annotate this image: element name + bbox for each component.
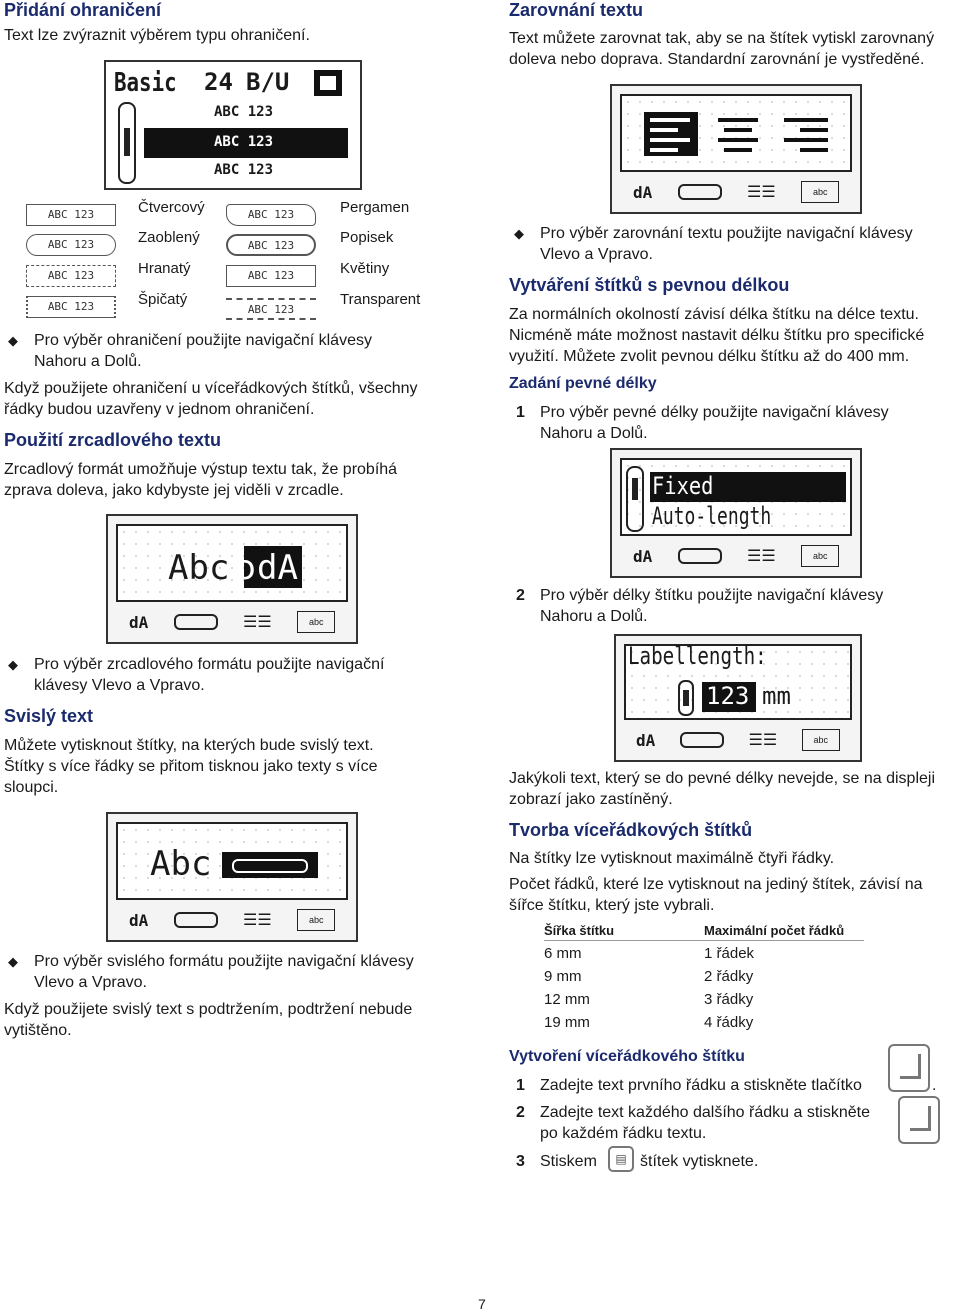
vertical-bullet-l1: Pro výběr svislého formátu použijte navigační klávesy (34, 953, 414, 970)
lcd-vertical-selected (222, 852, 318, 878)
lcd-border-screen (104, 60, 362, 190)
vertical-icon (680, 732, 724, 748)
border-label-angular: Hranatý (138, 260, 191, 277)
lcd-icon-bar (116, 906, 348, 934)
lcd-length-spinner (678, 680, 694, 716)
multiline-step3-a: Stiskem (540, 1153, 597, 1170)
lcd-option-auto: Auto-length (652, 502, 772, 530)
mirror-text-l1: Zrcadlový formát umožňuje výstup textu tak, že probíhá (4, 461, 398, 478)
lcd-align-screen (610, 84, 862, 214)
border-sample-pointed: ABC 123 (26, 296, 116, 318)
table-cell: 19 mm (544, 1014, 590, 1031)
lcd-display-area (116, 524, 348, 602)
lcd-icon-bar (620, 542, 852, 570)
lcd-length-unit: mm (762, 682, 791, 710)
border-note-l1: Když použijete ohraničení u víceřádkových štítků, všechny (4, 380, 418, 397)
subsection-fixed-length: Zadání pevné délky (509, 375, 657, 392)
fixed-step2-l2: Nahoru a Dolů. (540, 608, 648, 625)
align-left-selected (644, 112, 698, 156)
table-cell: 4 řádky (704, 1014, 754, 1031)
lcd-frame-icon (314, 70, 342, 96)
mirror-icon: Ab (632, 182, 653, 202)
lcd-size-label: 24 (204, 68, 233, 96)
lcd-option-fixed: Fixed (652, 472, 714, 500)
multiline-text1: Na štítky lze vytisknout maximálně čtyři řádky. (509, 850, 835, 867)
align-icon: ☰☰ (243, 614, 272, 631)
step-number: 2 (516, 1104, 525, 1121)
align-bullet-l2: Vlevo a Vpravo. (540, 246, 653, 263)
lcd-scrollbar (626, 466, 644, 532)
vertical-note-l1: Když použijete svislý text s podtržením, podtržení nebude (4, 1001, 413, 1018)
table-header-width: Šířka štítku (544, 923, 615, 938)
bullet-diamond-icon: ◆ (8, 657, 18, 672)
enter-key-icon (888, 1044, 930, 1092)
lcd-mirror-screen (106, 514, 358, 644)
step-number: 1 (516, 1077, 525, 1094)
border-sample-transparent: ABC 123 (226, 298, 316, 320)
border-sample-square: ABC 123 (26, 204, 116, 226)
multiline-step1: Zadejte text prvního řádku a stiskněte tlačítko (540, 1077, 862, 1094)
border-label-rounded: Zaoblený (138, 229, 200, 246)
bullet-diamond-icon: ◆ (8, 954, 18, 969)
multiline-step1-end: . (932, 1077, 937, 1094)
page-number: 7 (478, 1296, 486, 1312)
lcd-scrollbar (118, 102, 136, 184)
abc-icon: abc (297, 909, 335, 931)
border-label-transparent: Transparent (340, 291, 421, 308)
section-title-multiline: Tvorba víceřádkových štítků (509, 820, 753, 840)
multiline-text2-l1: Počet řádků, které lze vytisknout na jediný štítek, závisí na (509, 876, 923, 893)
table-cell: 2 řádky (704, 968, 754, 985)
mirror-bullet-l2: klávesy Vlevo a Vpravo. (34, 677, 205, 694)
fixed-text-l2: Nicméně máte možnost nastavit délku štítku pro specifické (509, 327, 925, 344)
align-text-l2: doleva nebo doprava. Standardní zarovnání je vystředěné. (509, 51, 925, 68)
border-note-l2: řádky budou uzavřeny v jednom ohraničení. (4, 401, 315, 418)
vertical-icon (174, 912, 218, 928)
mirror-icon: Ab (128, 612, 149, 632)
multiline-step2-l2: po každém řádku textu. (540, 1125, 707, 1142)
vertical-note-l2: vytištěno. (4, 1022, 72, 1039)
mirror-icon: Ab (632, 546, 653, 566)
section-title-vertical: Svislý text (4, 706, 94, 726)
border-label-flowers: Květiny (340, 260, 390, 277)
lcd-length-value: 123 (706, 682, 750, 710)
lcd-sample-3: ABC 123 (214, 162, 274, 178)
bullet-diamond-icon: ◆ (8, 333, 18, 348)
step-number: 3 (516, 1153, 525, 1170)
mirror-icon: Ab (636, 730, 656, 750)
align-icon: ☰☰ (243, 912, 272, 929)
table-cell: 1 řádek (704, 945, 755, 962)
align-right-icon (784, 116, 828, 156)
vertical-icon (678, 548, 722, 564)
section-title-mirror: Použití zrcadlového textu (4, 430, 222, 450)
table-cell: 9 mm (544, 968, 582, 985)
border-intro: Text lze zvýraznit výběrem typu ohraničení. (4, 27, 310, 44)
lcd-font-label: Basic (114, 68, 177, 98)
vertical-text-l2: Štítky s více řádky se přitom tisknou jako texty s více (4, 758, 378, 775)
border-sample-flowers: ABC 123 (226, 265, 316, 287)
lcd-length-label: Labellength: (628, 642, 767, 670)
fixed-step1-l1: Pro výběr pevné délky použijte navigační klávesy (540, 404, 889, 421)
border-sample-rounded: ABC 123 (26, 234, 116, 256)
vertical-bullet-l2: Vlevo a Vpravo. (34, 974, 147, 991)
lcd-vertical-text: Abc (150, 844, 212, 884)
fixed-step1-l2: Nahoru a Dolů. (540, 425, 648, 442)
border-sample-scroll: ABC 123 (226, 204, 316, 226)
border-sample-caption: ABC 123 (226, 234, 316, 256)
section-title-border: Přidání ohraničení (4, 0, 162, 20)
mirror-bullet-l1: Pro výběr zrcadlového formátu použijte navigační (34, 656, 385, 673)
lcd-fixed-screen (610, 448, 862, 578)
align-bullet-l1: Pro výběr zarovnání textu použijte navigační klávesy (540, 225, 913, 242)
multiline-step3-b: štítek vytisknete. (640, 1153, 759, 1170)
table-header-rule (544, 940, 864, 941)
border-label-pointed: Špičatý (138, 291, 188, 308)
table-cell: 6 mm (544, 945, 582, 962)
lcd-length-screen (614, 634, 862, 762)
section-title-fixed: Vytváření štítků s pevnou délkou (509, 275, 790, 295)
align-icon: ☰☰ (748, 732, 778, 749)
fixed-text-l3: využití. Můžete zvolit pevnou délku štítku až do 400 mm. (509, 348, 910, 365)
fixed-note-l1: Jakýkoli text, který se do pevné délky nevejde, se na displeji (509, 770, 936, 787)
border-bullet-l1: Pro výběr ohraničení použijte navigační klávesy (34, 332, 372, 349)
vertical-icon (174, 614, 218, 630)
border-sample-angular: ABC 123 (26, 265, 116, 287)
border-label-square: Čtvercový (138, 199, 205, 216)
table-header-lines: Maximální počet řádků (704, 923, 845, 938)
lcd-sample-1: ABC 123 (214, 104, 274, 120)
mirror-icon: Ab (128, 910, 149, 930)
table-cell: 12 mm (544, 991, 590, 1008)
vertical-icon (678, 184, 722, 200)
abc-icon: abc (801, 545, 839, 567)
abc-icon: abc (297, 611, 335, 633)
multiline-text2-l2: šířce štítku, který jste vybrali. (509, 897, 715, 914)
lcd-mirror-normal: Abc (168, 548, 230, 588)
fixed-note-l2: zobrazí jako zastíněný. (509, 791, 673, 808)
border-label-scroll: Pergamen (340, 199, 410, 216)
fixed-text-l1: Za normálních okolností závisí délka štítku na délce textu. (509, 306, 919, 323)
enter-key-icon (898, 1096, 940, 1144)
border-label-caption: Popisek (340, 229, 394, 246)
step-number: 2 (516, 587, 525, 604)
abc-icon: abc (801, 181, 839, 203)
align-center-icon (718, 116, 758, 156)
bullet-diamond-icon: ◆ (514, 226, 524, 241)
border-bullet-l2: Nahoru a Dolů. (34, 353, 142, 370)
vertical-text-l1: Můžete vytisknout štítky, na kterých bude svislý text. (4, 737, 374, 754)
align-text-l1: Text můžete zarovnat tak, aby se na štítek vytiskl zarovnaný (509, 30, 935, 47)
table-cell: 3 řádky (704, 991, 754, 1008)
fixed-step2-l1: Pro výběr délky štítku použijte navigační klávesy (540, 587, 884, 604)
vertical-text-l3: sloupci. (4, 779, 59, 796)
align-icon: ☰☰ (747, 184, 776, 201)
lcd-mirror-text: Abc (236, 548, 298, 588)
lcd-icon-bar (624, 726, 852, 754)
lcd-sample-selected: ABC 123 (214, 134, 274, 150)
align-icon: ☰☰ (747, 548, 776, 565)
lcd-icon-bar (116, 608, 348, 636)
abc-icon: abc (802, 729, 840, 751)
lcd-style-label: B/U (246, 68, 290, 96)
mirror-text-l2: zprava doleva, jako kdybyste jej viděli v zrcadle. (4, 482, 344, 499)
section-title-align: Zarovnání textu (509, 0, 644, 20)
lcd-vertical-screen (106, 812, 358, 942)
step-number: 1 (516, 404, 525, 421)
print-key-icon: ▤ (608, 1146, 634, 1172)
subsection-create-multiline: Vytvoření víceřádkového štítku (509, 1048, 745, 1065)
multiline-step2-l1: Zadejte text každého dalšího řádku a stiskněte (540, 1104, 870, 1121)
lcd-icon-bar (620, 178, 852, 206)
